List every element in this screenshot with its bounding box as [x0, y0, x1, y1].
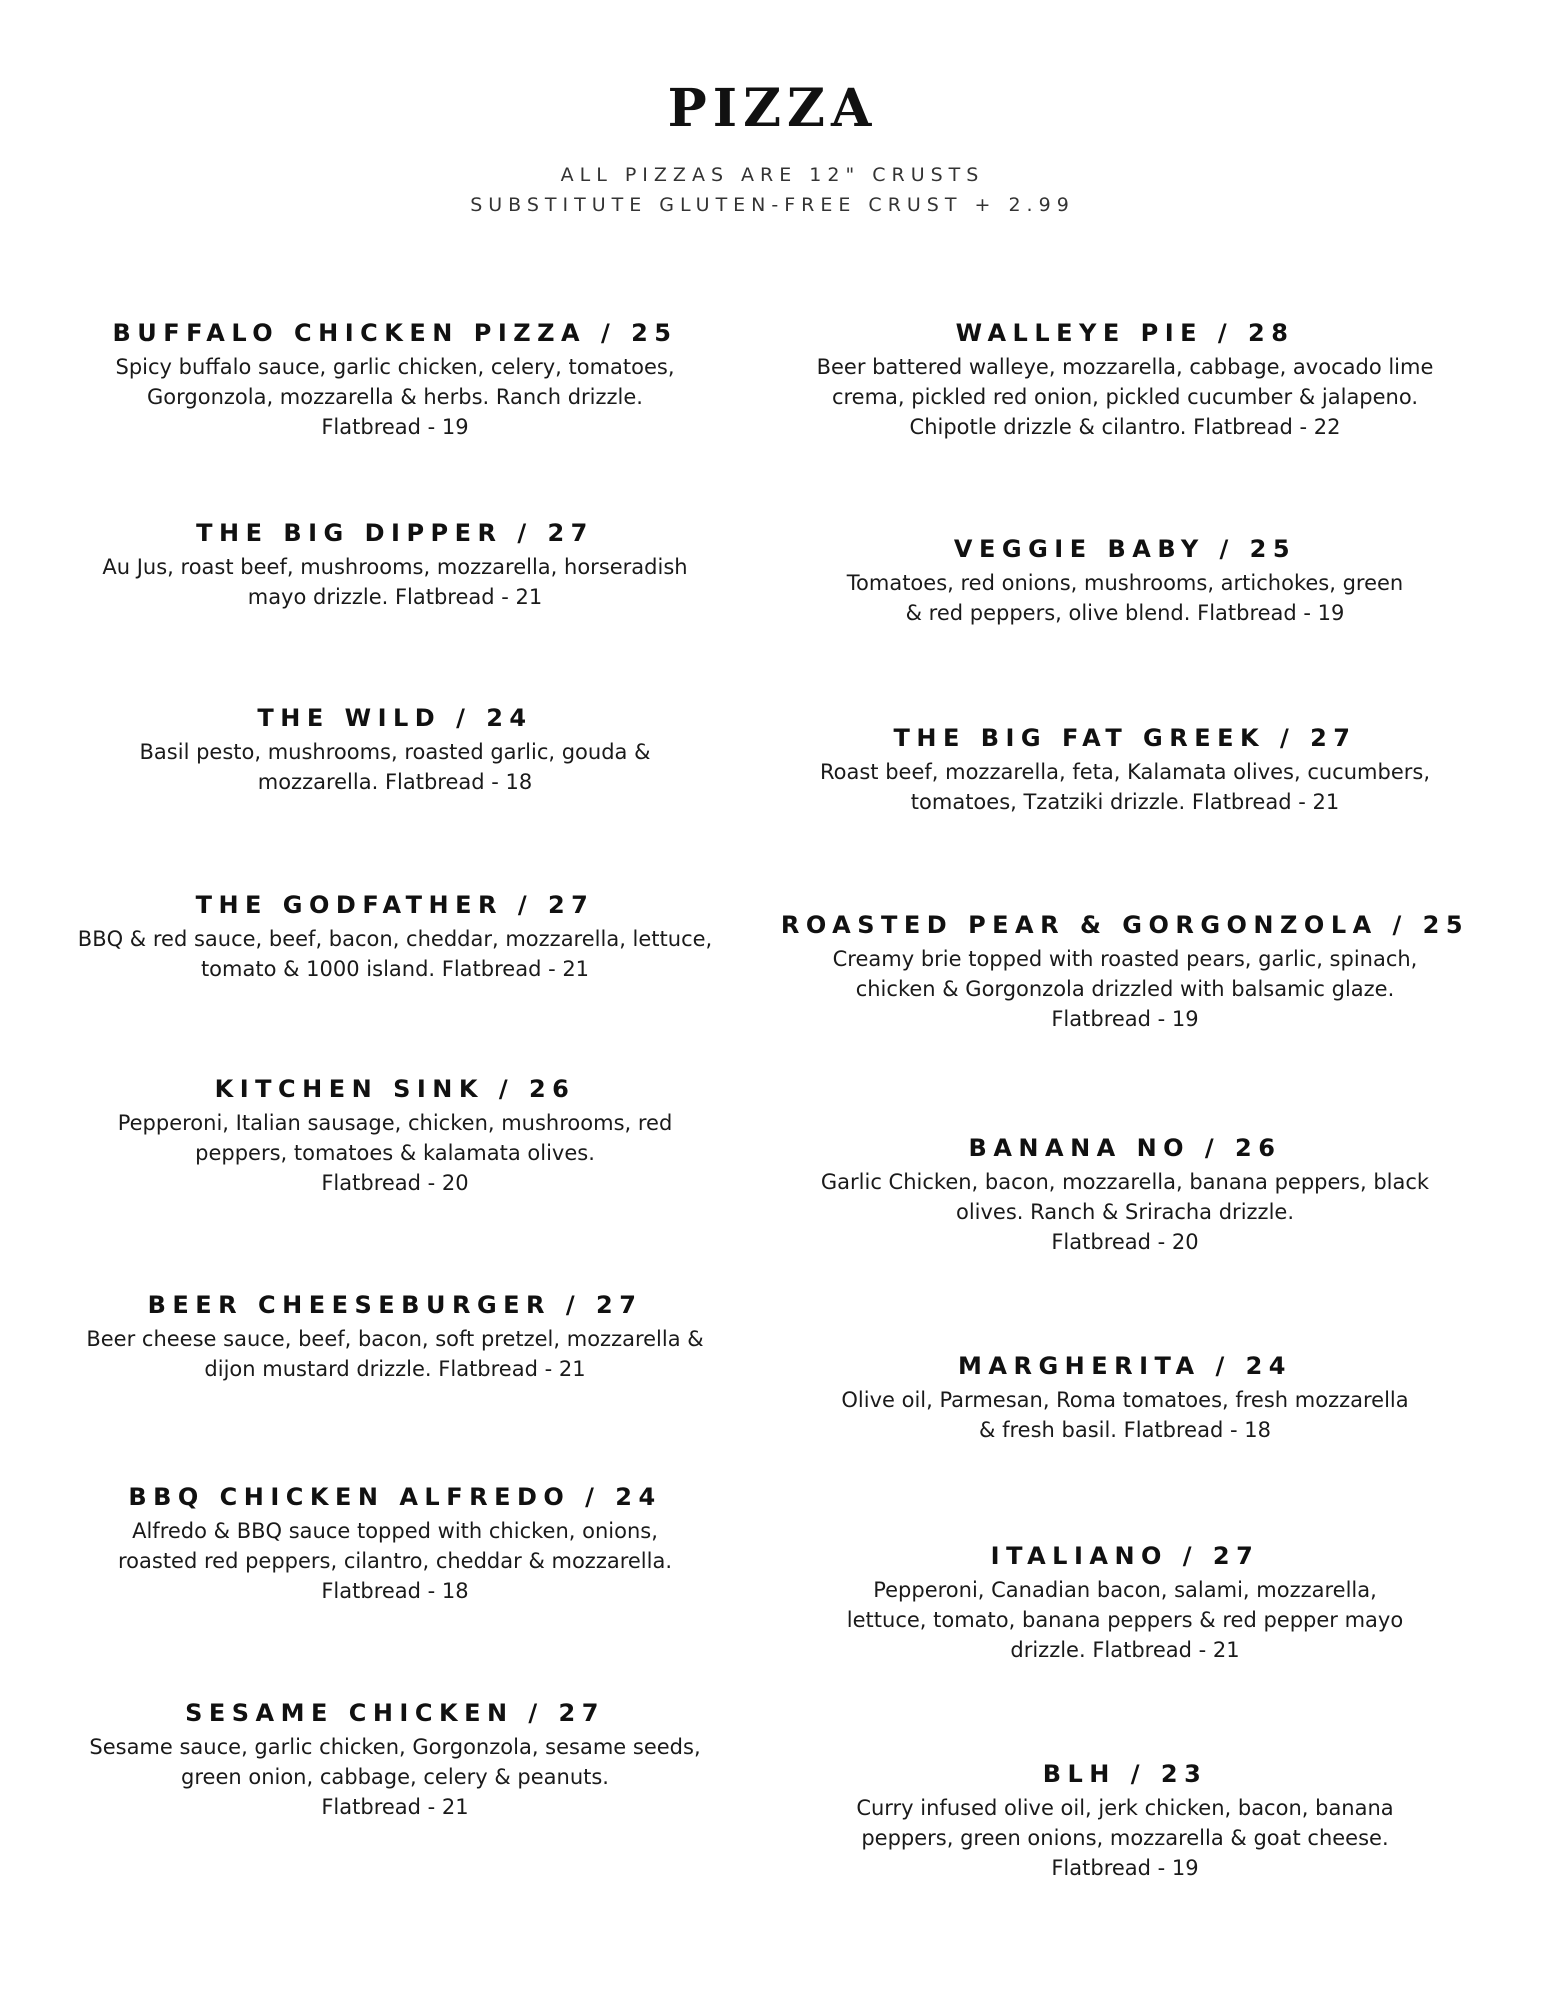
- desc-line: peppers, tomatoes & kalamata olives.: [195, 1141, 595, 1165]
- subtitle-gluten-free: SUBSTITUTE GLUTEN-FREE CRUST + 2.99: [470, 194, 1075, 216]
- desc-line: BBQ & red sauce, beef, bacon, cheddar, mozzarella, lettuce,: [77, 927, 713, 951]
- menu-item: [760, 908, 1490, 1034]
- item-description: [40, 1732, 750, 1822]
- desc-line: crema, pickled red onion, pickled cucumber & jalapeno.: [831, 385, 1419, 409]
- desc-line: Flatbread - 19: [1051, 1007, 1199, 1031]
- desc-line: Spicy buffalo sauce, garlic chicken, celery, tomatoes,: [115, 355, 675, 379]
- desc-line: tomatoes, Tzatziki drizzle. Flatbread - 21: [910, 790, 1340, 814]
- desc-line: Au Jus, roast beef, mushrooms, mozzarella, horseradish: [102, 555, 688, 579]
- menu-item: [40, 888, 750, 984]
- page-title: PIZZA: [667, 78, 878, 139]
- desc-line: & red peppers, olive blend. Flatbread - 19: [905, 601, 1345, 625]
- desc-line: Pepperoni, Italian sausage, chicken, mushrooms, red: [117, 1111, 673, 1135]
- desc-line: Creamy brie topped with roasted pears, garlic, spinach,: [832, 947, 1418, 971]
- desc-line: Tomatoes, red onions, mushrooms, artichokes, green: [846, 571, 1404, 595]
- menu-item: [40, 1288, 750, 1384]
- desc-line: chicken & Gorgonzola drizzled with balsamic glaze.: [855, 977, 1395, 1001]
- menu-item: [40, 1480, 750, 1606]
- item-name: BLH / 23: [1042, 1760, 1208, 1788]
- desc-line: mozzarella. Flatbread - 18: [257, 770, 533, 794]
- desc-line: Flatbread - 20: [321, 1171, 469, 1195]
- item-description: [40, 1516, 750, 1606]
- menu-item: [760, 1349, 1490, 1445]
- menu-item: [40, 516, 750, 612]
- subtitle-crust-size: ALL PIZZAS ARE 12" CRUSTS: [560, 164, 985, 186]
- item-name: THE WILD / 24: [257, 704, 533, 732]
- item-description: [40, 737, 750, 797]
- desc-line: & fresh basil. Flatbread - 18: [979, 1418, 1271, 1442]
- item-description: [760, 944, 1490, 1034]
- menu-item: [40, 1696, 750, 1822]
- menu-item: [760, 721, 1490, 817]
- desc-line: peppers, green onions, mozzarella & goat cheese.: [861, 1826, 1389, 1850]
- item-name: BANANA NO / 26: [968, 1134, 1282, 1162]
- desc-line: Curry infused olive oil, jerk chicken, bacon, banana: [856, 1796, 1394, 1820]
- desc-line: Alfredo & BBQ sauce topped with chicken, onions,: [132, 1519, 658, 1543]
- item-name: THE BIG DIPPER / 27: [196, 519, 594, 547]
- item-description: [760, 1385, 1490, 1445]
- desc-line: Gorgonzola, mozzarella & herbs. Ranch drizzle.: [147, 385, 643, 409]
- menu-item: [760, 316, 1490, 442]
- desc-line: Roast beef, mozzarella, feta, Kalamata olives, cucumbers,: [820, 760, 1430, 784]
- item-description: [40, 352, 750, 442]
- item-description: [760, 568, 1490, 628]
- menu-item: [760, 1757, 1490, 1883]
- item-description: [40, 1324, 750, 1384]
- menu-item: [40, 316, 750, 442]
- desc-line: Flatbread - 19: [321, 415, 469, 439]
- desc-line: Pepperoni, Canadian bacon, salami, mozzarella,: [873, 1578, 1377, 1602]
- desc-line: Flatbread - 20: [1051, 1230, 1199, 1254]
- desc-line: drizzle. Flatbread - 21: [1010, 1638, 1240, 1662]
- item-name: THE BIG FAT GREEK / 27: [893, 724, 1357, 752]
- desc-line: Garlic Chicken, bacon, mozzarella, banana peppers, black: [820, 1170, 1430, 1194]
- desc-line: Flatbread - 18: [321, 1579, 469, 1603]
- item-description: [40, 924, 750, 984]
- item-name: MARGHERITA / 24: [958, 1352, 1292, 1380]
- desc-line: Chipotle drizzle & cilantro. Flatbread - 22: [909, 415, 1341, 439]
- desc-line: green onion, cabbage, celery & peanuts.: [181, 1765, 609, 1789]
- item-name: KITCHEN SINK / 26: [214, 1075, 576, 1103]
- desc-line: Flatbread - 19: [1051, 1856, 1199, 1880]
- item-name: BEER CHEESEBURGER / 27: [147, 1291, 643, 1319]
- item-name: VEGGIE BABY / 25: [953, 535, 1297, 563]
- desc-line: Beer battered walleye, mozzarella, cabbage, avocado lime: [816, 355, 1434, 379]
- desc-line: Sesame sauce, garlic chicken, Gorgonzola, sesame seeds,: [89, 1735, 701, 1759]
- item-description: [760, 1575, 1490, 1665]
- item-description: [760, 757, 1490, 817]
- item-description: [760, 1167, 1490, 1257]
- item-name: BBQ CHICKEN ALFREDO / 24: [128, 1483, 662, 1511]
- desc-line: lettuce, tomato, banana peppers & red pepper mayo: [846, 1608, 1404, 1632]
- desc-line: Basil pesto, mushrooms, roasted garlic, gouda &: [139, 740, 651, 764]
- menu-item: [40, 701, 750, 797]
- desc-line: Flatbread - 21: [321, 1795, 469, 1819]
- desc-line: dijon mustard drizzle. Flatbread - 21: [204, 1357, 586, 1381]
- desc-line: roasted red peppers, cilantro, cheddar & mozzarella.: [117, 1549, 673, 1573]
- menu-item: [40, 1072, 750, 1198]
- item-name: SESAME CHICKEN / 27: [185, 1699, 605, 1727]
- menu-item: [760, 532, 1490, 628]
- desc-line: mayo drizzle. Flatbread - 21: [247, 585, 543, 609]
- desc-line: tomato & 1000 island. Flatbread - 21: [200, 957, 590, 981]
- menu-item: [760, 1131, 1490, 1257]
- item-name: ITALIANO / 27: [990, 1542, 1260, 1570]
- item-description: [760, 1793, 1490, 1883]
- item-name: ROASTED PEAR & GORGONZOLA / 25: [780, 911, 1470, 939]
- item-name: BUFFALO CHICKEN PIZZA / 25: [112, 319, 678, 347]
- desc-line: Beer cheese sauce, beef, bacon, soft pretzel, mozzarella &: [86, 1327, 704, 1351]
- item-description: [40, 1108, 750, 1198]
- menu-item: [760, 1539, 1490, 1665]
- item-name: THE GODFATHER / 27: [195, 891, 595, 919]
- item-name: WALLEYE PIE / 28: [955, 319, 1295, 347]
- item-description: [40, 552, 750, 612]
- desc-line: Olive oil, Parmesan, Roma tomatoes, fresh mozzarella: [841, 1388, 1409, 1412]
- desc-line: olives. Ranch & Sriracha drizzle.: [955, 1200, 1295, 1224]
- item-description: [760, 352, 1490, 442]
